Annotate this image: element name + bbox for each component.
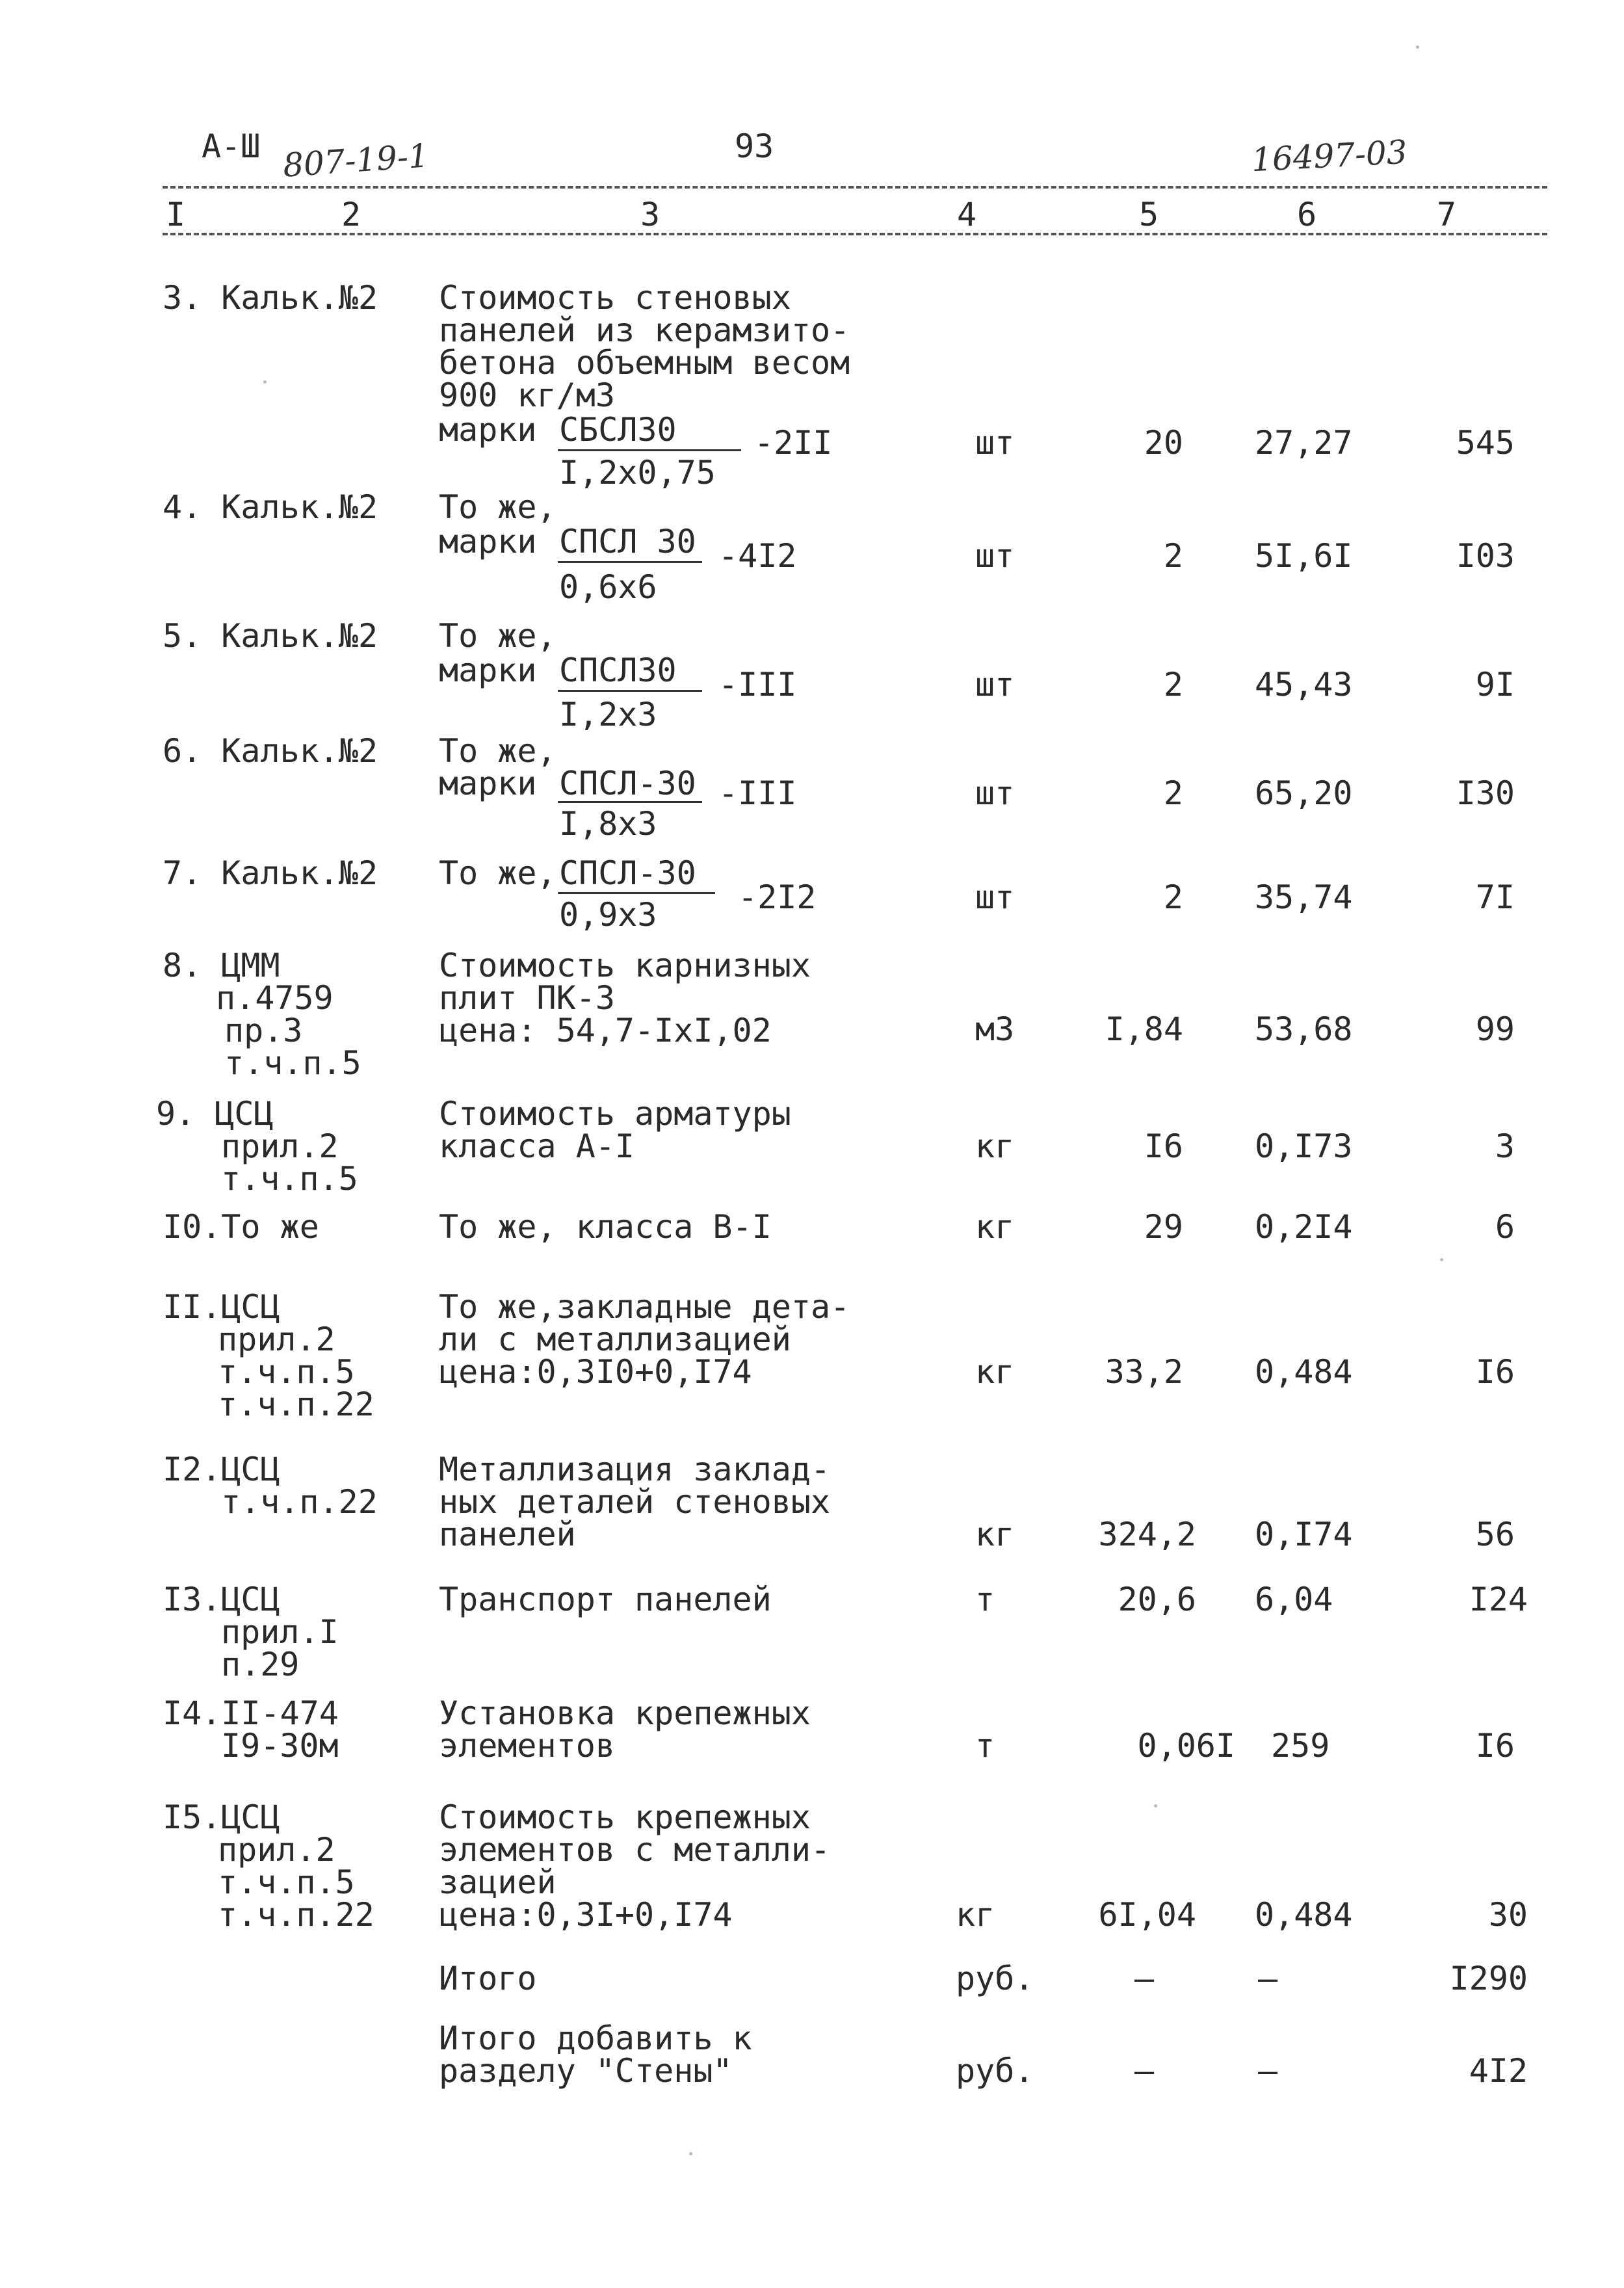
row-price: 53,68 bbox=[1255, 1010, 1353, 1048]
scan-speck bbox=[1416, 46, 1419, 49]
row-total: 3 bbox=[1495, 1127, 1515, 1165]
row-number: 6. Кальк.№2 bbox=[163, 732, 378, 770]
column-header-3: 3 bbox=[640, 196, 661, 233]
mark-prefix: То же, bbox=[439, 854, 557, 892]
row-description: Транспорт панелей bbox=[439, 1581, 772, 1618]
row-reference: т.ч.п.22 bbox=[221, 1483, 378, 1521]
total-value: I290 bbox=[1449, 1960, 1528, 1997]
row-number: II.ЦСЦ bbox=[163, 1288, 280, 1326]
fraction-line bbox=[558, 690, 702, 692]
header-divider-bottom bbox=[163, 233, 1547, 235]
row-price: 35,74 bbox=[1255, 878, 1353, 916]
row-price: 0,2I4 bbox=[1255, 1208, 1353, 1246]
row-unit: шт bbox=[975, 666, 1015, 703]
column-header-7: 7 bbox=[1437, 196, 1457, 233]
mark-prefix: марки bbox=[439, 765, 557, 802]
row-description: бетона объемным весом bbox=[439, 344, 850, 382]
row-quantity: 2 bbox=[1163, 878, 1183, 916]
row-quantity: 20 bbox=[1144, 424, 1183, 462]
mark-suffix: -4I2 bbox=[718, 537, 797, 575]
column-header-1: I bbox=[166, 196, 186, 233]
row-unit: м3 bbox=[975, 1010, 1015, 1048]
fraction-line bbox=[558, 892, 715, 894]
row-number: 3. Кальк.№2 bbox=[163, 279, 378, 317]
fraction-line bbox=[558, 449, 741, 451]
row-unit: т bbox=[975, 1581, 995, 1618]
row-reference: т.ч.п.5 bbox=[221, 1160, 358, 1198]
row-number: 5. Кальк.№2 bbox=[163, 617, 378, 655]
row-reference: т.ч.п.5 bbox=[224, 1044, 361, 1082]
mark-prefix: марки bbox=[439, 523, 557, 560]
row-description: Стоимость карнизных bbox=[439, 947, 811, 984]
row-unit: шт bbox=[975, 774, 1015, 812]
section-total-unit: руб. bbox=[956, 2052, 1034, 2090]
row-unit: кг bbox=[975, 1353, 1015, 1391]
scan-speck bbox=[263, 380, 267, 384]
row-price: 45,43 bbox=[1255, 666, 1353, 703]
row-description: Стоимость арматуры bbox=[439, 1095, 791, 1133]
row-quantity: 2 bbox=[1163, 774, 1183, 812]
row-number: 4. Кальк.№2 bbox=[163, 488, 378, 526]
column-header-4: 4 bbox=[957, 196, 977, 233]
row-number: I5.ЦСЦ bbox=[163, 1798, 280, 1836]
scan-speck bbox=[1154, 1804, 1157, 1808]
row-description: Стоимость крепежных bbox=[439, 1798, 811, 1836]
section-total-quantity: – bbox=[1134, 2052, 1155, 2090]
row-quantity: 324,2 bbox=[1098, 1516, 1196, 1553]
header-divider-top bbox=[163, 186, 1547, 189]
row-total: 545 bbox=[1456, 424, 1515, 462]
row-price: 5I,6I bbox=[1255, 537, 1353, 575]
row-description: панелей bbox=[439, 1516, 576, 1553]
mark-prefix: марки bbox=[439, 651, 557, 689]
section-total-label: Итого добавить к bbox=[439, 2019, 752, 2057]
column-header-2: 2 bbox=[341, 196, 361, 233]
total-quantity: – bbox=[1134, 1960, 1155, 1997]
row-description: Установка крепежных bbox=[439, 1694, 811, 1732]
row-description: плит ПК-3 bbox=[439, 979, 615, 1017]
row-description: То же, bbox=[439, 488, 557, 526]
scan-speck bbox=[1440, 1258, 1443, 1261]
section-total-label: разделу "Стены" bbox=[439, 2052, 733, 2090]
row-number: I2.ЦСЦ bbox=[163, 1451, 280, 1488]
row-quantity: I6 bbox=[1144, 1127, 1183, 1165]
row-description: цена:0,3I0+0,I74 bbox=[439, 1353, 752, 1391]
total-unit: руб. bbox=[956, 1960, 1034, 1997]
row-number: I3.ЦСЦ bbox=[163, 1581, 280, 1618]
row-total: I30 bbox=[1456, 774, 1515, 812]
row-reference: т.ч.п.5 bbox=[218, 1353, 355, 1391]
row-reference: прил.2 bbox=[218, 1831, 335, 1869]
row-total: 9I bbox=[1475, 666, 1515, 703]
row-number: 8. ЦММ bbox=[163, 947, 280, 984]
row-unit: кг bbox=[975, 1516, 1015, 1553]
row-total: 30 bbox=[1488, 1896, 1528, 1934]
row-price: 259 bbox=[1271, 1727, 1330, 1765]
row-description: Стоимость стеновых bbox=[439, 279, 791, 317]
row-number: I4.II-474 bbox=[163, 1694, 339, 1732]
mark-numerator: СПСЛ 30 bbox=[559, 523, 696, 560]
row-reference: прил.I bbox=[221, 1613, 339, 1651]
row-price: 27,27 bbox=[1255, 424, 1353, 462]
row-total: 6 bbox=[1495, 1208, 1515, 1246]
sheet-label: А-Ш bbox=[202, 127, 261, 165]
row-quantity: 29 bbox=[1144, 1208, 1183, 1246]
row-description: зацией bbox=[439, 1863, 557, 1901]
row-unit: шт bbox=[975, 878, 1015, 916]
mark-denominator: I,2x3 bbox=[559, 696, 657, 733]
row-reference: пр.3 bbox=[224, 1012, 303, 1049]
row-description: панелей из керамзито- bbox=[439, 311, 850, 349]
row-description: То же, класса В-I bbox=[439, 1208, 772, 1246]
row-reference: т.ч.п.22 bbox=[218, 1386, 374, 1423]
row-price: 0,484 bbox=[1255, 1353, 1353, 1391]
mark-suffix: -III bbox=[718, 774, 797, 812]
section-total-price: – bbox=[1257, 2052, 1278, 2090]
row-description: элементов bbox=[439, 1727, 615, 1765]
row-description: цена:0,3I+0,I74 bbox=[439, 1896, 733, 1934]
row-unit: шт bbox=[975, 424, 1015, 462]
mark-numerator: СПСЛ30 bbox=[559, 651, 677, 689]
row-description: класса А-I bbox=[439, 1127, 635, 1165]
row-reference: п.4759 bbox=[216, 979, 334, 1017]
row-quantity: 0,06I bbox=[1137, 1727, 1235, 1765]
column-header-5: 5 bbox=[1139, 196, 1159, 233]
row-reference: т.ч.п.22 bbox=[218, 1896, 374, 1934]
row-total: 56 bbox=[1475, 1516, 1515, 1553]
row-description: ных деталей стеновых bbox=[439, 1483, 831, 1521]
mark-denominator: 0,6x6 bbox=[559, 568, 657, 606]
row-unit: кг bbox=[975, 1208, 1015, 1246]
row-price: 0,I73 bbox=[1255, 1127, 1353, 1165]
row-reference: прил.2 bbox=[218, 1321, 335, 1358]
row-description: То же,закладные дета- bbox=[439, 1288, 850, 1326]
column-header-6: 6 bbox=[1297, 196, 1317, 233]
row-unit: шт bbox=[975, 537, 1015, 575]
total-label: Итого bbox=[439, 1960, 537, 1997]
mark-denominator: I,8x3 bbox=[559, 805, 657, 843]
fraction-line bbox=[558, 561, 702, 563]
row-description: Металлизация заклад- bbox=[439, 1451, 831, 1488]
row-description: ли с металлизацией bbox=[439, 1321, 791, 1358]
row-quantity: 20,6 bbox=[1118, 1581, 1196, 1618]
row-number: I0.То же bbox=[163, 1208, 319, 1246]
row-price: 6,04 bbox=[1255, 1581, 1333, 1618]
mark-numerator: СПСЛ-30 bbox=[559, 765, 696, 802]
mark-suffix: -2I2 bbox=[738, 878, 817, 916]
row-price: 0,I74 bbox=[1255, 1516, 1353, 1553]
mark-suffix: -2II bbox=[754, 424, 833, 462]
row-unit: т bbox=[975, 1727, 995, 1765]
document-code: 16497-03 bbox=[1250, 133, 1408, 179]
row-total: I24 bbox=[1469, 1581, 1528, 1618]
row-total: I6 bbox=[1475, 1353, 1515, 1391]
fraction-line bbox=[558, 801, 702, 803]
total-price: – bbox=[1257, 1960, 1278, 1997]
row-unit: кг bbox=[975, 1127, 1015, 1165]
section-total-value: 4I2 bbox=[1469, 2052, 1528, 2090]
row-description: То же, bbox=[439, 732, 557, 770]
mark-denominator: I,2x0,75 bbox=[559, 454, 716, 492]
row-quantity: I,84 bbox=[1105, 1010, 1183, 1048]
row-total: 7I bbox=[1475, 878, 1515, 916]
row-quantity: 33,2 bbox=[1105, 1353, 1183, 1391]
page-number: 93 bbox=[735, 127, 774, 165]
row-reference: т.ч.п.5 bbox=[218, 1863, 355, 1901]
row-description: цена: 54,7-IxI,02 bbox=[439, 1012, 772, 1049]
mark-suffix: -III bbox=[718, 666, 797, 703]
row-unit: кг bbox=[956, 1896, 995, 1934]
row-quantity: 2 bbox=[1163, 537, 1183, 575]
row-total: I6 bbox=[1475, 1727, 1515, 1765]
mark-denominator: 0,9x3 bbox=[559, 896, 657, 934]
mark-numerator: СБСЛ30 bbox=[559, 411, 677, 449]
row-quantity: 6I,04 bbox=[1098, 1896, 1196, 1934]
row-number: 9. ЦСЦ bbox=[156, 1095, 274, 1133]
mark-prefix: марки bbox=[439, 411, 557, 449]
row-quantity: 2 bbox=[1163, 666, 1183, 703]
row-total: I03 bbox=[1456, 537, 1515, 575]
row-reference: п.29 bbox=[221, 1646, 300, 1683]
row-reference: прил.2 bbox=[221, 1127, 339, 1165]
mark-numerator: СПСЛ-30 bbox=[559, 854, 696, 892]
row-description: То же, bbox=[439, 617, 557, 655]
row-price: 0,484 bbox=[1255, 1896, 1353, 1934]
row-description: элементов с металли- bbox=[439, 1831, 831, 1869]
row-total: 99 bbox=[1475, 1010, 1515, 1048]
row-description: 900 кг/м3 bbox=[439, 376, 615, 414]
row-reference: I9-30м bbox=[221, 1727, 339, 1765]
row-number: 7. Кальк.№2 bbox=[163, 854, 378, 892]
row-price: 65,20 bbox=[1255, 774, 1353, 812]
series-number: 807-19-1 bbox=[282, 137, 430, 185]
scan-speck bbox=[689, 2152, 692, 2155]
